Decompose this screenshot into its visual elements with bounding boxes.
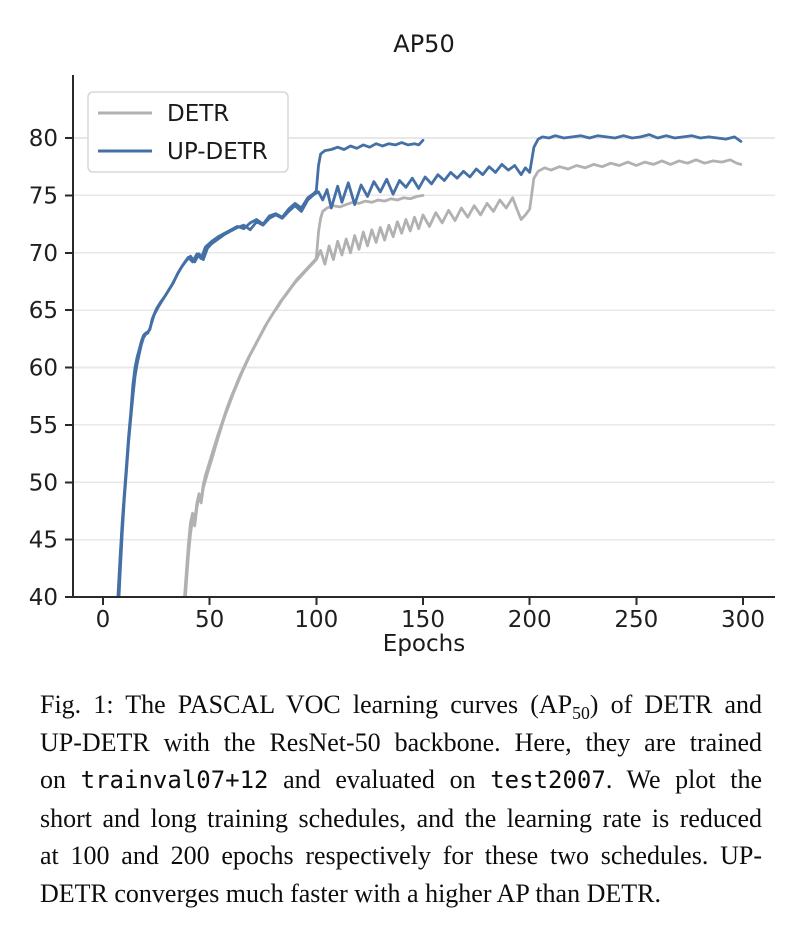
y-tick-label: 65: [28, 298, 58, 325]
caption-line: [40, 800, 762, 838]
caption-subscript: 50: [572, 703, 590, 724]
caption-text: at 100 and 200 epochs respectively for these two schedules. UP-: [40, 841, 762, 870]
chart-title: AP50: [393, 30, 455, 58]
figure-caption: [40, 686, 762, 912]
caption-text: short and long training schedules, and the learning rate is reduced: [40, 803, 762, 833]
caption-line: [40, 686, 762, 724]
caption-text: UP-DETR with the ResNet-50 backbone. Here, they are trained: [40, 727, 762, 757]
caption-text: on: [40, 765, 81, 794]
caption-line: [40, 875, 762, 913]
caption-text: Fig. 1: The PASCAL VOC learning curves (AP: [40, 690, 573, 719]
x-tick-label: 150: [401, 607, 445, 633]
caption-text: . We plot the: [605, 765, 763, 794]
curve-up_detr: [116, 135, 741, 626]
y-tick-label: 70: [28, 240, 58, 267]
x-tick-label: 300: [721, 607, 765, 633]
legend: [88, 92, 288, 172]
caption-line: [40, 724, 762, 762]
caption-code-text: test2007: [490, 766, 606, 794]
caption-line: [40, 837, 762, 875]
y-tick-label: 55: [28, 412, 58, 439]
legend-label: DETR: [167, 101, 230, 127]
y-tick-label: 50: [28, 470, 58, 497]
caption-text: DETR converges much faster with a higher AP than DETR.: [40, 878, 661, 908]
series-group: [116, 135, 741, 626]
x-tick-label: 50: [195, 607, 225, 633]
y-tick-label: 75: [28, 183, 58, 210]
x-axis-label: Epochs: [382, 631, 466, 657]
caption-line: [40, 761, 762, 800]
caption-code-text: trainval07+12: [80, 766, 269, 794]
x-tick-label: 100: [294, 607, 339, 633]
x-tick-label: 250: [614, 607, 659, 633]
curve-up_detr: [118, 140, 423, 620]
caption-text: and evaluated on: [268, 765, 491, 794]
y-tick-label: 80: [28, 126, 58, 152]
x-tick-label: 0: [95, 607, 111, 633]
curve-detr: [184, 195, 423, 620]
legend-label: UP-DETR: [167, 139, 268, 165]
curve-detr: [182, 160, 741, 626]
y-tick-label: 60: [28, 355, 58, 382]
caption-text: ) of DETR and: [589, 690, 762, 719]
y-tick-label: 45: [28, 527, 58, 554]
x-tick-label: 200: [507, 607, 552, 633]
y-tick-label: 40: [28, 585, 58, 611]
